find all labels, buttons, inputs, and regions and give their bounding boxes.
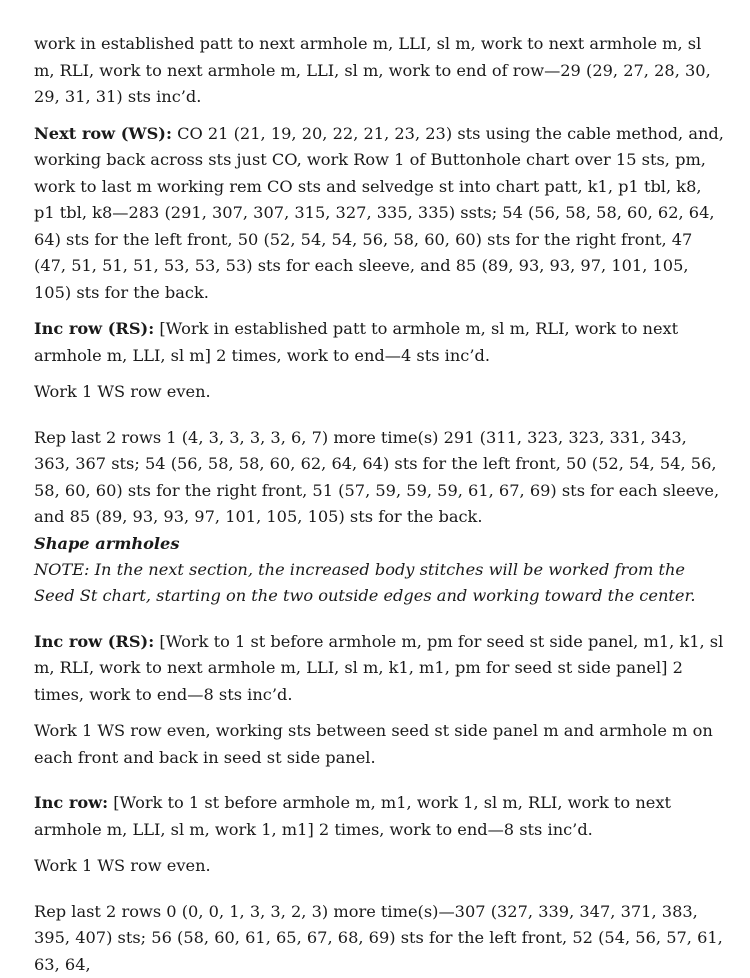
paragraph-armhole-inc-row-rs bbox=[34, 629, 724, 709]
paragraph-work-ws-even bbox=[34, 379, 724, 406]
paragraph-text: [Work to 1 st before armhole m, m1, work 1, sl m, RLI, work to next armhole m, LLI, sl m, work 1, m1] 2 times, work to end—8 sts inc’d. bbox=[34, 793, 671, 839]
paragraph-repeat-rows bbox=[34, 425, 724, 531]
paragraph-text: [Work in established patt to armhole m, sl m, RLI, work to next armhole m, LLI, sl m] 2 times, work to end—4 sts inc’d. bbox=[34, 319, 678, 365]
paragraph-text: CO 21 (21, 19, 20, 22, 21, 23, 23) sts using the cable method, and, working back across sts just CO, work Row 1 of Buttonhole chart over 15 sts, pm, work to last m working rem CO sts and selvedge st into chart patt, k1, p1 tbl, k8, p1 tbl, k8—283 (291, 307, 307, 315, 327, 335, 335) ssts; 54 (56, 58, 58, 60, 62, 64, 64) sts for the left front, 50 (52, 54, 54, 56, 58, 60, 60) sts for the right front, 47 (47, 51, 51, 51, 53, 53, 53) sts for each sleeve, and 85 (89, 93, 93, 97, 101, 105, 105) sts for the back. bbox=[34, 124, 724, 302]
paragraph-text: Rep last 2 rows 0 (0, 0, 1, 3, 3, 2, 3) more time(s)—307 (327, 339, 347, 371, 383, 395, 407) sts; 56 (58, 60, 61, 65, 67, 68, 69) sts for the left front, 52 (54, 56, 57, 61, 63, 64, bbox=[34, 902, 723, 974]
paragraph-next-row-ws bbox=[34, 121, 724, 307]
paragraph-increase-continuation bbox=[34, 31, 724, 111]
paragraph-text: Work 1 WS row even. bbox=[34, 856, 211, 875]
instruction-label: Inc row: bbox=[34, 793, 108, 812]
paragraph-text: Work 1 WS row even, working sts between seed st side panel m and armhole m on each front and back in seed st side panel. bbox=[34, 721, 713, 767]
paragraph-repeat-rows-2 bbox=[34, 899, 724, 978]
section-note: NOTE: In the next section, the increased body stitches will be worked from the Seed St chart, starting on the two outside edges and working toward the center. bbox=[34, 557, 724, 610]
section-heading: Shape armholes bbox=[34, 531, 724, 557]
paragraph-work-ws-seed bbox=[34, 718, 724, 771]
paragraph-work-ws-even-2 bbox=[34, 853, 724, 880]
paragraph-inc-row bbox=[34, 790, 724, 843]
instruction-label: Next row (WS): bbox=[34, 124, 172, 143]
instruction-label: Inc row (RS): bbox=[34, 632, 154, 651]
instruction-label: Inc row (RS): bbox=[34, 319, 154, 338]
paragraph-text: Rep last 2 rows 1 (4, 3, 3, 3, 3, 6, 7) more time(s) 291 (311, 323, 323, 331, 343, 363, 367 sts; 54 (56, 58, 58, 60, 62, 64, 64) sts for the left front, 50 (52, 54, 54, 56, 58, 60, 60) sts for the right front, 51 (57, 59, 59, 59, 61, 67, 69) sts for each sleeve, and 85 (89, 93, 93, 97, 101, 105, 105) sts for the back. bbox=[34, 428, 719, 527]
document-page bbox=[34, 31, 724, 978]
paragraph-inc-row-rs bbox=[34, 316, 724, 369]
paragraph-text: work in established patt to next armhole m, LLI, sl m, work to next armhole m, sl m, RLI, work to next armhole m, LLI, sl m, work to end of row—29 (29, 27, 28, 30, 29, 31, 31) sts inc’d. bbox=[34, 34, 711, 106]
paragraph-text: Work 1 WS row even. bbox=[34, 382, 211, 401]
paragraph-text: [Work to 1 st before armhole m, pm for seed st side panel, m1, k1, sl m, RLI, work to next armhole m, LLI, sl m, k1, m1, pm for seed st side panel] 2 times, work to end—8 sts inc’d. bbox=[34, 632, 723, 704]
